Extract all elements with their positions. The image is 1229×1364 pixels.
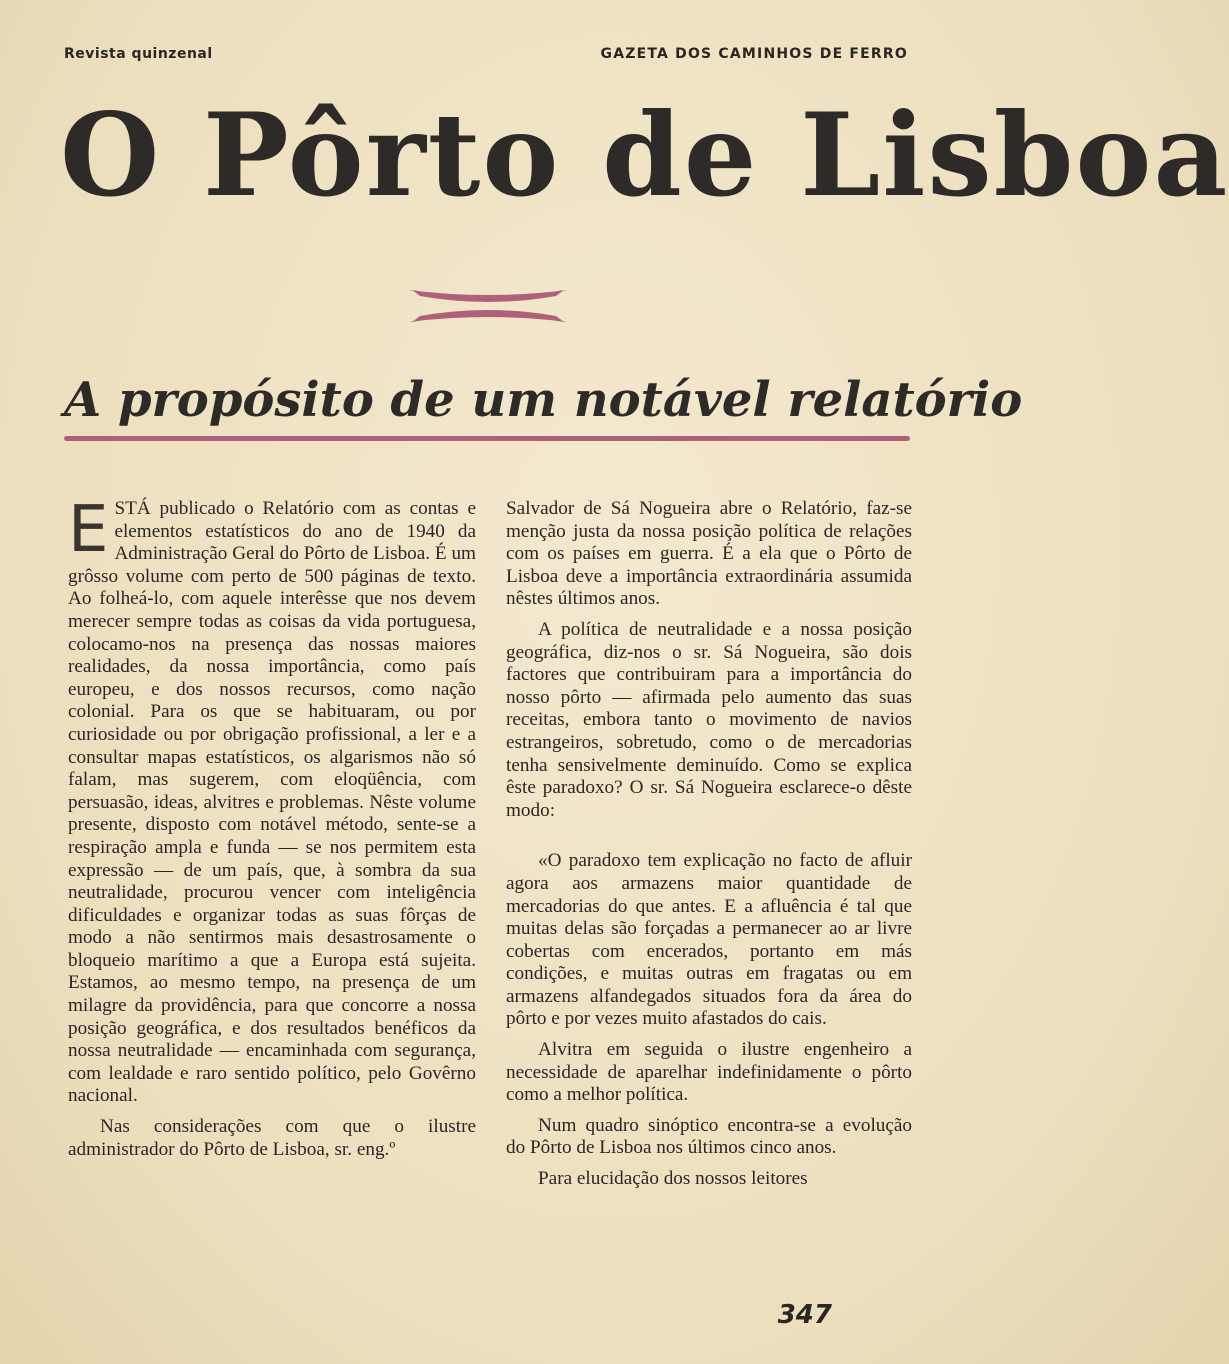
page-number: 347 [777,1300,832,1330]
article-subtitle: A propósito de um notável relatório [64,372,1023,428]
left-column [68,493,476,1161]
paragraph: Salvador de Sá Nogueira abre o Relatório, faz-se menção justa da nossa posição política de relações com os países em guerra. É a ela que o Pôrto de Lisboa deve a importância extraordinária assumida nêstes últimos anos. [506,498,912,610]
paragraph: Alvitra em seguida o ilustre engenheiro a necessidade de aparelhar indefinidamente o pôrto como a melhor política. [506,1039,912,1106]
opening-paragraph [68,493,476,1108]
drop-cap: E [68,493,109,567]
opening-paragraph-text: STÁ publicado o Relatório com as contas e elementos estatísticos do ano de 1940 da Administração Geral do Pôrto de Lisboa. É um grôsso volume com perto de 500 páginas de texto. Ao folheá-lo, com aquele interêsse que nos devem merecer sempre todas as coisas da vida portuguesa, colocamo-nos na presença das nossas maiores realidades, da nossa importância, como país europeu, e dos nossos recursos, como nação colonial. Para os que se habituaram, ou por curiosidade ou por obrigação profissional, a ler e a consultar mapas estatísticos, os algarismos não só falam, mas sugerem, com eloqüência, com persuasão, ideas, alvitres e problemas. Nêste volume presente, disposto com notável método, sente-se a respiração ampla e funda — se nos permitem esta expressão — de um país, que, à sombra da sua neutralidade, procurou vencer com inteligência dificuldades e organizar todas as suas fôrças de modo a não sentirmos mais desastrosamente o bloqueio marítimo a que a Europa está sujeita. Estamos, ao mesmo tempo, na presença de um milagre da providência, para que concorre a nossa posição geográfica, e dos resultados benéficos da nossa neutralidade — encaminhada com segurança, com lealdade e raro sentido político, pelo Govêrno nacional. [68,498,476,1107]
subtitle-underline [64,436,910,441]
paragraph: Num quadro sinóptico encontra-se a evolução do Pôrto de Lisboa nos últimos cinco anos. [506,1114,912,1159]
running-header-left: Revista quinzenal [64,46,213,62]
quotation-paragraph: «O paradoxo tem explicação no facto de afluir agora aos armazens maior quantidade de mercadorias do que antes. E a afluência é tal que muitas delas são forçadas a permanecer ao ar livre cobertas com encerados, portanto em más condições, e muitas outras em fragatas ou em armazens alfandegados situados fora da área do pôrto e por vezes muito afastados do cais. [506,850,912,1030]
right-column [506,498,912,1191]
running-header-right: GAZETA DOS CAMINHOS DE FERRO [600,46,908,62]
paragraph: A política de neutralidade e a nossa posição geográfica, diz-nos o sr. Sá Nogueira, são dois factores que contribuiram para a importância do nosso pôrto — afirmada pelo aumento das suas receitas, embora tanto o movimento de navios estrangeiros, sobretudo, como o de mercadorias tenha sensivelmente deminuído. Como se explica êste paradoxo? O sr. Sá Nogueira esclarece-o dêste modo: [506,618,912,821]
paragraph: Para elucidação dos nossos leitores [538,1168,808,1190]
paragraph: Nas considerações com que o ilustre administrador do Pôrto de Lisboa, sr. eng.º [68,1116,476,1160]
article-title: O Pôrto de Lisboa [60,88,1229,222]
title-ornament-icon [406,282,570,330]
